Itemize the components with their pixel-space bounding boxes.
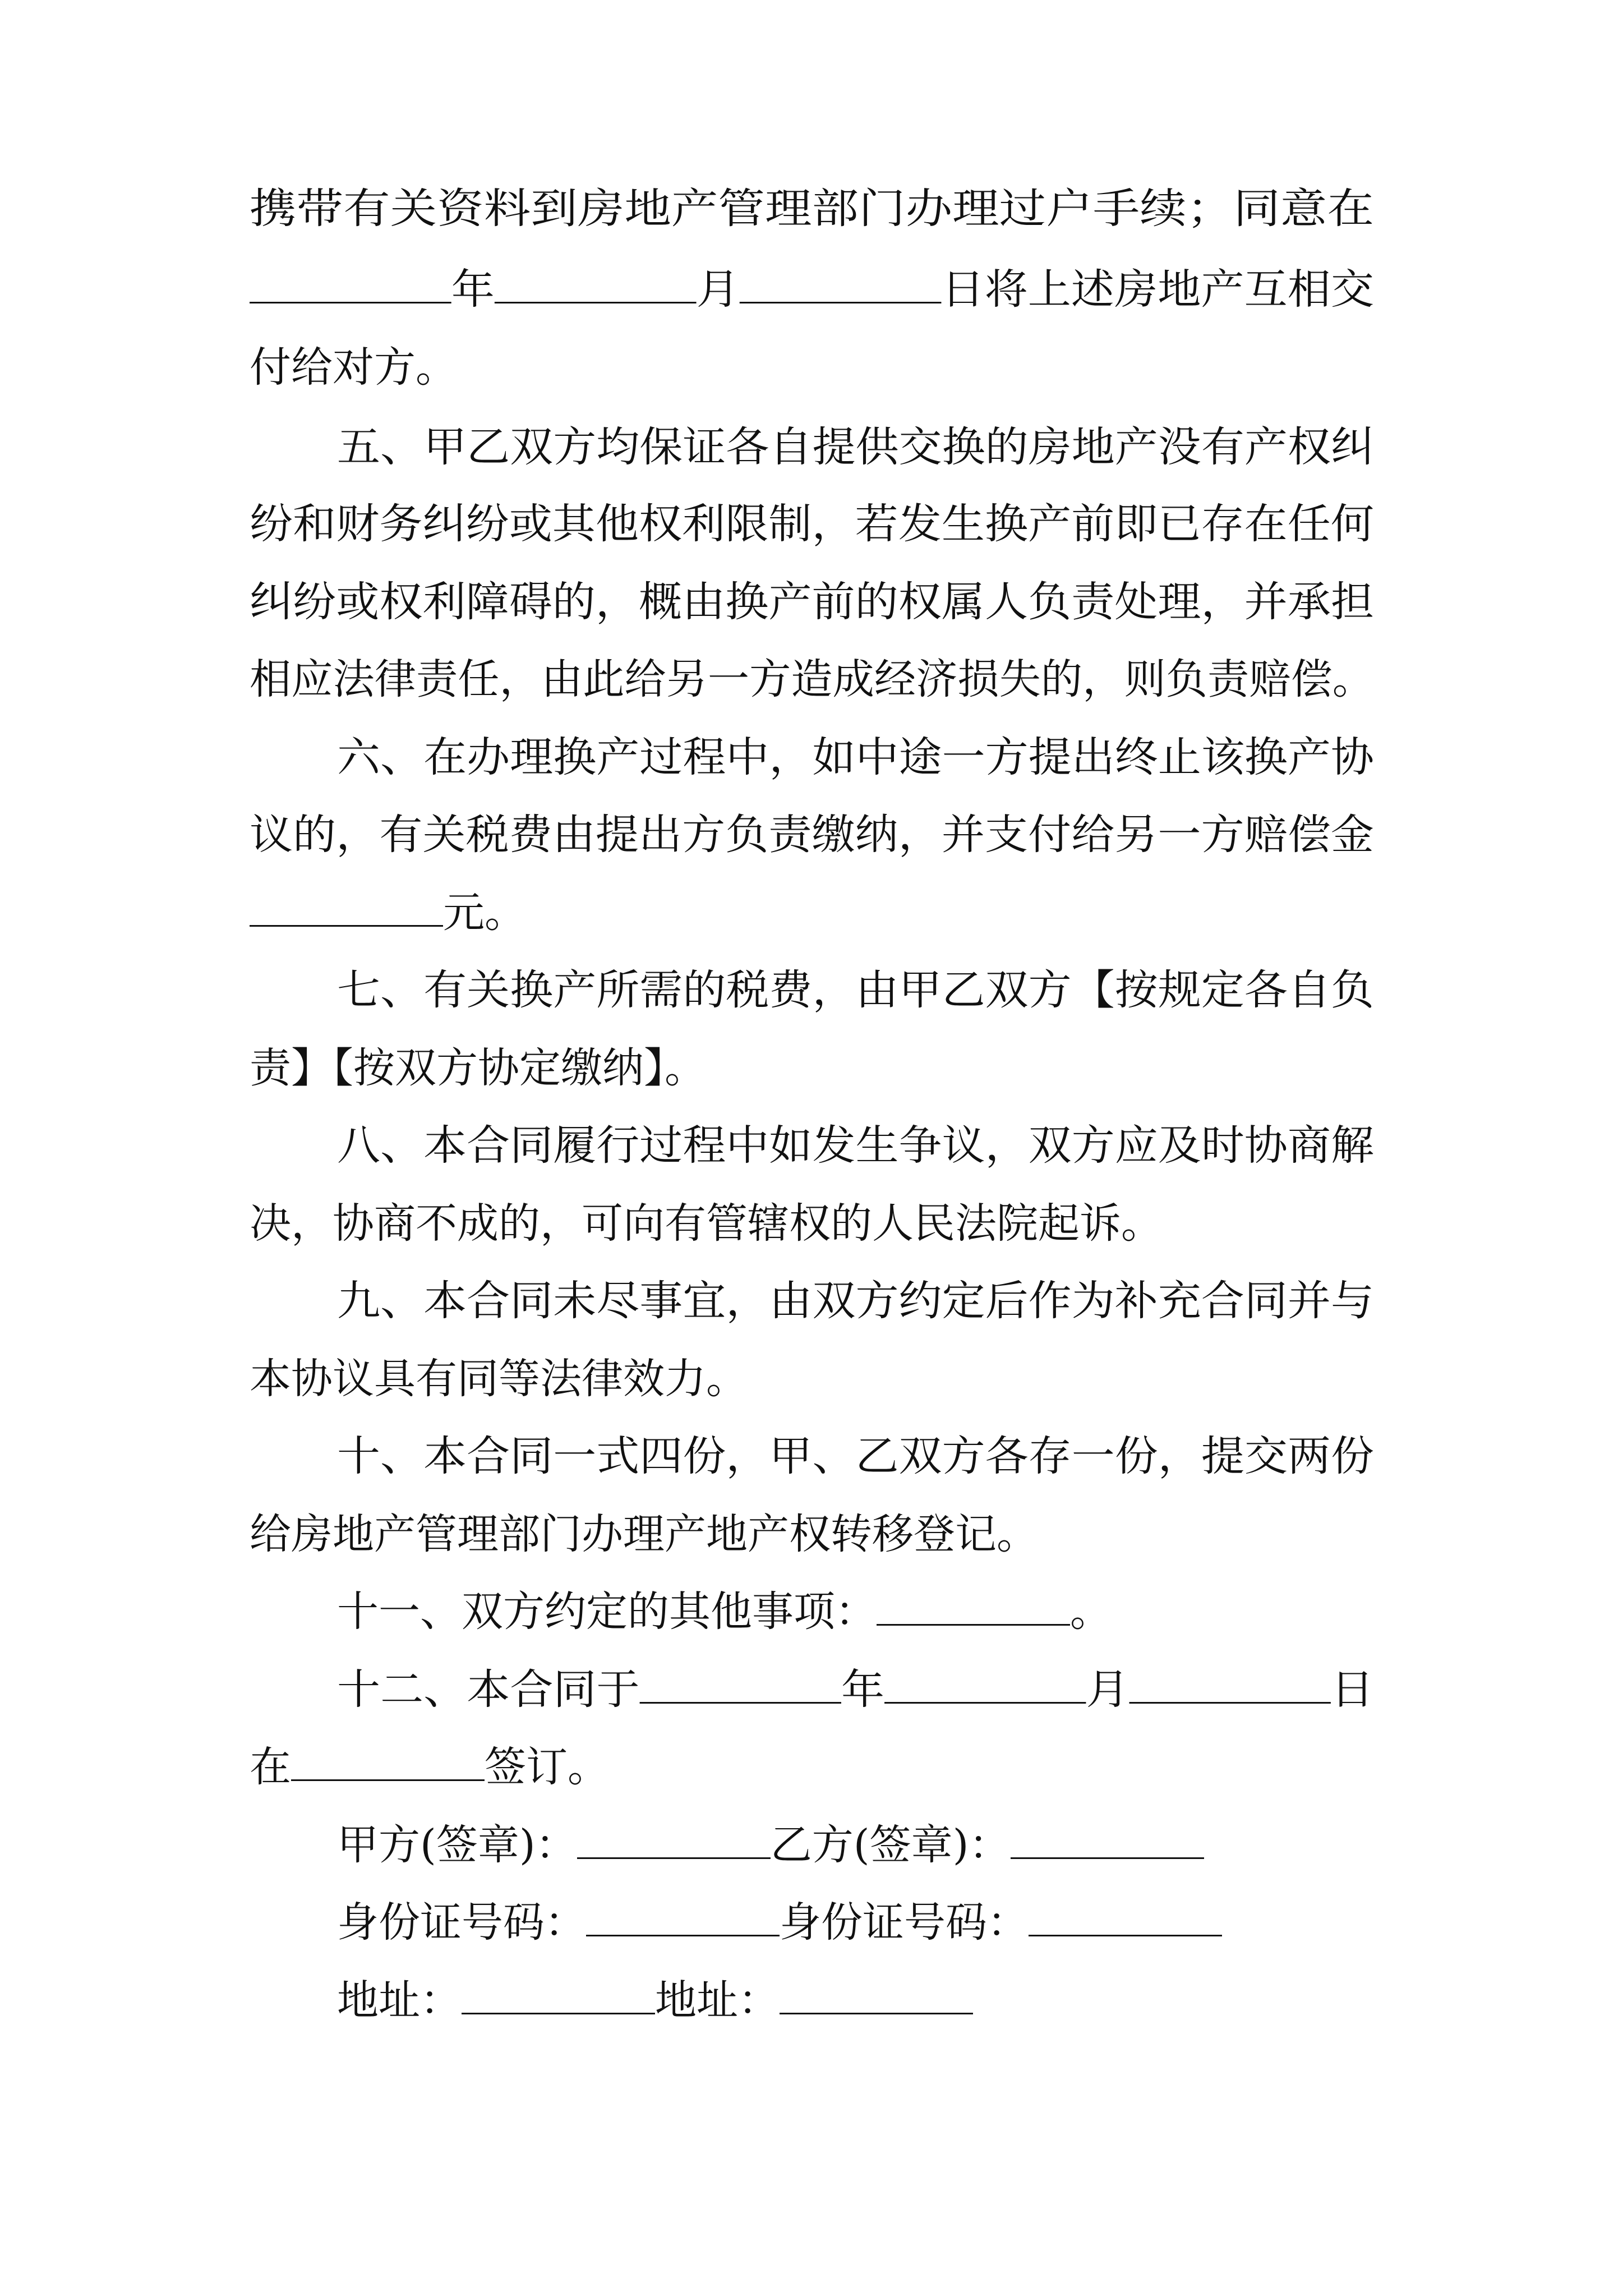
line-text: 身份证号码： [780,1898,1029,1947]
blank-field [577,1816,771,1859]
line-text: 日 [1330,1665,1374,1714]
text-line [250,259,1374,320]
line-text: 日将上述房地产互相交 [941,265,1374,314]
blank-field [462,1972,655,2014]
blank-field [495,261,697,303]
text-line [250,493,1374,555]
text-line [250,1193,1163,1254]
text-line [250,571,1374,633]
blank-field [250,884,443,927]
text-line [250,882,526,944]
line-text: 六、在办理换产过程中，如中途一方提出终止该换产协 [337,733,1374,781]
text-line [337,1425,1374,1487]
text-line [337,416,1374,478]
text-line [337,959,1374,1021]
blank-field [291,1738,485,1781]
text-line [337,1892,1222,1953]
blank-field [640,1661,841,1704]
line-text: 签订。 [485,1743,609,1791]
line-text: 。 [1070,1588,1112,1636]
line-text: 乙方(签章)： [770,1821,1011,1869]
blank-field [884,1661,1086,1704]
text-line [337,726,1374,788]
line-text: 纠纷或权利障碍的，概由换产前的权属人负责处理，并承担 [250,578,1374,626]
blank-field [1011,1816,1204,1859]
line-text: 地址： [655,1976,780,2024]
line-text: 十、本合同一式四份，甲、乙双方各存一份，提交两份 [337,1432,1374,1480]
text-line [337,1970,973,2031]
blank-field [740,261,942,303]
line-text: 付给对方。 [250,343,457,392]
line-text: 年 [841,1665,885,1714]
blank-field [1129,1661,1331,1704]
text-line [250,1348,748,1410]
line-text: 十二、本合同于 [337,1665,640,1714]
text-line [250,337,457,398]
text-line [337,1814,1204,1876]
line-text: 相应法律责任，由此给另一方造成经济损失的，则负责赔偿。 [250,655,1374,703]
text-line [250,804,1374,866]
line-text: 责】【按双方协定缴纳】。 [250,1044,706,1092]
blank-field [586,1894,780,1936]
line-text: 给房地产管理部门办理产地产权转移登记。 [250,1510,1038,1558]
line-text: 七、有关换产所需的税费，由甲乙双方【按规定各自负 [337,966,1374,1014]
text-line [337,1115,1374,1176]
blank-field [250,261,451,303]
line-text: 甲方(签章)： [337,1821,577,1869]
text-line [337,1270,1374,1332]
blank-field [877,1583,1070,1626]
text-line [250,1503,1038,1565]
line-text: 九、本合同未尽事宜，由双方约定后作为补充合同并与 [337,1277,1374,1325]
blank-field [1029,1894,1222,1936]
line-text: 决，协商不成的，可向有管辖权的人民法院起诉。 [250,1199,1163,1248]
line-text: 年 [451,265,495,314]
text-line [250,648,1374,710]
text-line [337,1659,1374,1720]
line-text: 月 [1086,1665,1129,1714]
line-text: 十一、双方约定的其他事项： [337,1588,877,1636]
line-text: 纷和财务纠纷或其他权利限制，若发生换产前即已存在任何 [250,500,1374,548]
line-text: 月 [696,265,740,314]
line-text: 元。 [443,889,526,937]
line-text: 地址： [337,1976,462,2024]
line-text: 在 [250,1743,291,1791]
line-text: 议的，有关税费由提出方负责缴纳，并支付给另一方赔偿金 [250,811,1374,859]
text-line [250,1037,706,1099]
blank-field [780,1972,973,2014]
text-line [250,178,1374,240]
text-line [250,1736,609,1798]
line-text: 五、甲乙双方均保证各自提供交换的房地产没有产权纠 [337,423,1374,471]
line-text: 八、本合同履行过程中如发生争议，双方应及时协商解 [337,1121,1374,1170]
line-text: 携带有关资料到房地产管理部门办理过户手续；同意在 [250,185,1374,233]
line-text: 身份证号码： [337,1898,586,1947]
line-text: 本协议具有同等法律效力。 [250,1355,748,1403]
text-line [337,1581,1112,1642]
